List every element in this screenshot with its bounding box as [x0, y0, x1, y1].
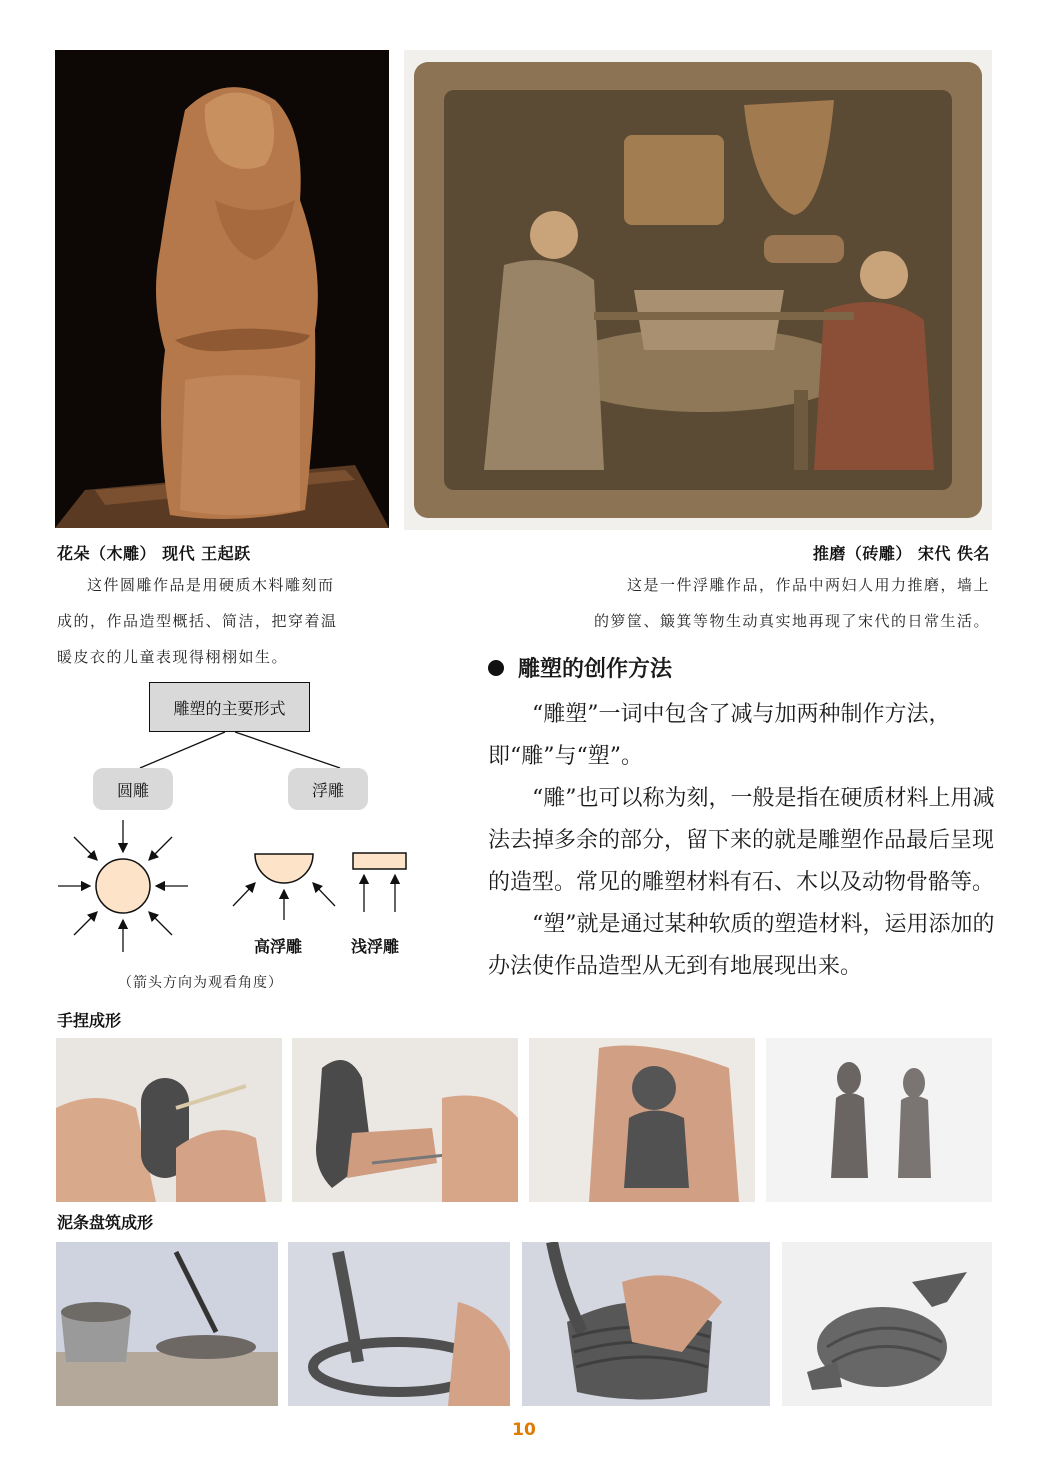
section-body	[488, 694, 998, 988]
left-desc-line: 暖皮衣的儿童表现得栩栩如生。	[57, 648, 289, 666]
body-paragraph: “雕”也可以称为刻，一般是指在硬质材料上用减法去掉多余的部分，留下来的就是雕塑作品最后呈现的造型。常见的雕塑材料有石、木以及动物骨骼等。	[488, 786, 995, 895]
pinch-step-3-photo	[529, 1038, 755, 1202]
right-desc-line: 这是一件浮雕作品，作品中两妇人用力推磨，墙上	[626, 576, 990, 594]
brick-relief-photo	[404, 50, 992, 530]
body-paragraph: “塑”就是通过某种软质的塑造材料，运用添加的办法使作品造型从无到有地展现出来。	[488, 912, 995, 979]
pinch-step-2-photo	[292, 1038, 518, 1202]
pinch-result-photo	[766, 1038, 992, 1202]
section-heading	[488, 652, 672, 683]
coil-result-photo	[782, 1242, 992, 1406]
right-figure-title: 推磨（砖雕） 宋代 佚名	[812, 544, 990, 563]
coil-step-3-photo	[522, 1242, 770, 1406]
wood-sculpture-photo	[55, 50, 389, 528]
coil-step-2-photo	[288, 1242, 510, 1406]
sculpture-forms-diagram	[50, 680, 430, 980]
hand-pinch-label: 手捏成形	[57, 1011, 122, 1030]
bullet-icon	[488, 660, 504, 676]
diagram-round-sculpture: 圆雕	[93, 768, 173, 810]
left-desc-line: 这件圆雕作品是用硬质木料雕刻而	[87, 576, 335, 594]
page-number: 10	[512, 1420, 536, 1440]
right-desc-line: 的箩筐、簸箕等物生动真实地再现了宋代的日常生活。	[593, 612, 990, 630]
pinch-step-1-photo	[56, 1038, 282, 1202]
coil-step-1-photo	[56, 1242, 278, 1406]
section-heading-text: 雕塑的创作方法	[518, 657, 673, 682]
diagram-relief: 浮雕	[288, 768, 368, 810]
left-figure-description	[57, 567, 387, 675]
diagram-root-box: 雕塑的主要形式	[149, 682, 310, 732]
left-desc-line: 成的，作品造型概括、简洁，把穿着温	[57, 612, 338, 630]
low-relief-label: 浅浮雕	[351, 937, 400, 956]
coil-label: 泥条盘筑成形	[57, 1213, 154, 1232]
body-paragraph: “雕塑”一词中包含了减与加两种制作方法，即“雕”与“塑”。	[488, 702, 951, 769]
left-figure-title: 花朵（木雕） 现代 王起跃	[57, 544, 251, 563]
high-relief-label: 高浮雕	[254, 937, 303, 956]
right-figure-description	[550, 567, 990, 639]
diagram-note: （箭头方向为观看角度）	[118, 975, 283, 991]
